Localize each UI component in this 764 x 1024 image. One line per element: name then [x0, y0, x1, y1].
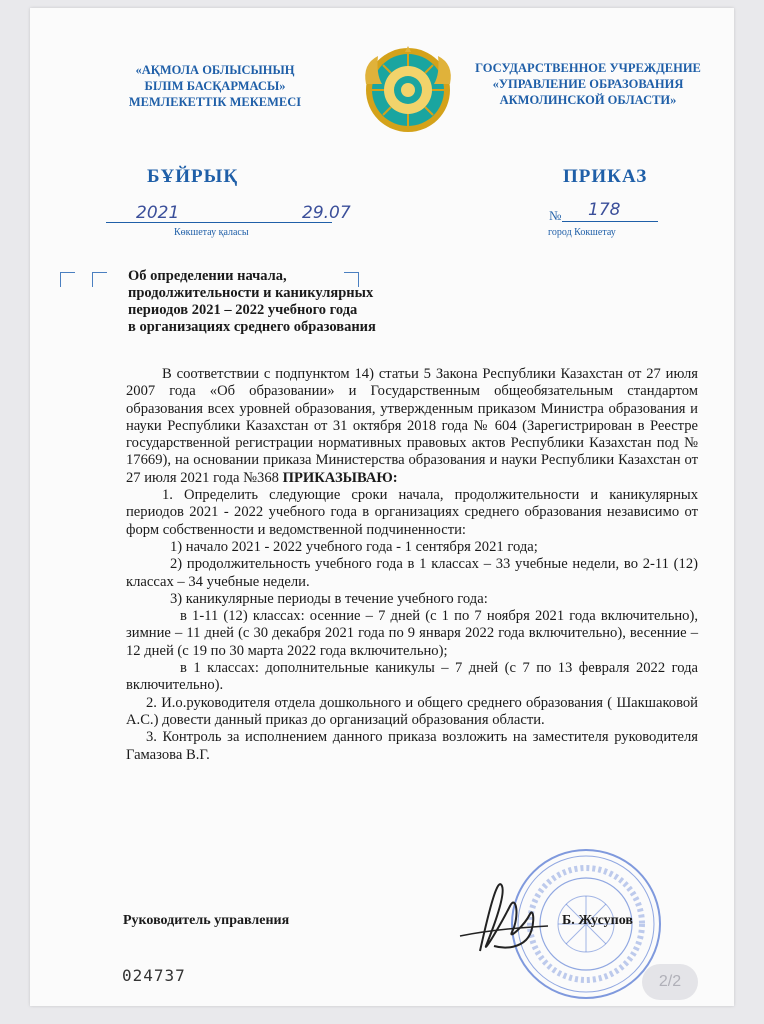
city-kz: Көкшетау қаласы — [174, 227, 249, 238]
document-title-ru: ПРИКАЗ — [563, 166, 648, 187]
header-right-line: ГОСУДАРСТВЕННОЕ УЧРЕЖДЕНИЕ — [475, 61, 701, 75]
order-year: 2021 — [136, 203, 180, 223]
paragraph-1-1: 1) начало 2021 - 2022 учебного года - 1 сентября 2021 года; — [170, 538, 538, 555]
kazakhstan-emblem-icon — [362, 44, 454, 136]
order-body — [126, 366, 698, 764]
header-left-line: БІЛІМ БАСҚАРМАСЫ» — [144, 79, 286, 93]
order-date: 29.07 — [302, 203, 351, 223]
date-underline — [106, 222, 332, 223]
handwritten-signature — [450, 866, 560, 966]
paragraph-1: 1. Определить следующие сроки начала, продолжительности и каникулярных периодов 2021 - 2022 учебного года в организациях среднего образования независимо от форм собственности и ведомственной подчиненности: — [126, 487, 698, 538]
header-right — [458, 60, 718, 108]
header-left-line: «АҚМОЛА ОБЛЫСЫНЫҢ — [135, 63, 295, 77]
registration-number: 024737 — [122, 966, 186, 985]
subject-line: продолжительности и каникулярных — [128, 285, 374, 301]
paragraph-1-3b: в 1 классах: дополнительные каникулы – 7 дней (с 7 по 13 февраля 2022 года включительно). — [126, 660, 698, 694]
header-right-line: «УПРАВЛЕНИЕ ОБРАЗОВАНИЯ — [492, 77, 684, 91]
corner-bracket — [92, 272, 107, 287]
paragraph-2: 2. И.о.руководителя отдела дошкольного и общего среднего образования ( Шакшаковой А.С.) довести данный приказ до организаций образования области. — [126, 694, 698, 728]
document-page — [30, 8, 734, 1006]
signatory-title: Руководитель управления — [123, 913, 290, 928]
subject-line: в организациях среднего образования — [128, 319, 376, 335]
paragraph-1-3: 3) каникулярные периоды в течение учебного года: — [170, 590, 488, 607]
subject-line: Об определении начала, — [128, 268, 287, 284]
paragraph-3: 3. Контроль за исполнением данного приказа возложить на заместителя руководителя Гамазова В.Г. — [126, 729, 698, 763]
order-number: 178 — [588, 200, 621, 220]
page-indicator: 2/2 — [642, 964, 698, 1000]
corner-bracket — [60, 272, 75, 287]
order-subject — [128, 268, 428, 336]
preamble-paragraph — [126, 366, 698, 487]
signatory-name: Б. Жусупов — [562, 913, 633, 928]
city-ru: город Кокшетау — [548, 227, 616, 238]
header-left — [100, 62, 330, 110]
order-word: ПРИКАЗЫВАЮ: — [282, 469, 398, 486]
paragraph-1-3a: в 1-11 (12) классах: осенние – 7 дней (с 1 по 7 ноября 2021 года включительно), зимние – 11 дней (с 30 декабря 2021 года по 9 января 2022 года включительно), весенние – 12 дней (с 19 по 30 марта 2022 года включительно); — [126, 608, 698, 659]
document-title-kz: БҰЙРЫҚ — [147, 166, 239, 187]
paragraph-1-2: 2) продолжительность учебного года в 1 классах – 33 учебные недели, во 2-11 (12) классах – 34 учебные недели. — [126, 556, 698, 590]
header-right-line: АКМОЛИНСКОЙ ОБЛАСТИ» — [499, 93, 677, 107]
number-underline — [562, 221, 658, 222]
number-sign: № — [549, 208, 562, 223]
subject-line: периодов 2021 – 2022 учебного года — [128, 302, 358, 318]
header-left-line: МЕМЛЕКЕТТІК МЕКЕМЕСІ — [128, 95, 302, 109]
preamble-text: В соответствии с подпунктом 14) статьи 5 Закона Республики Казахстан от 27 июля 2007 года «Об образовании» и Государственным общеобязательным стандартом образования всех уровней образования, утвержденным приказом Министра образования и науки Республики Казахстан от 31 октября 2018 года № 604 (Зарегистрирован в Реестре государственной регистрации нормативных правовых актов Республики Казахстан под № 17669), на основании приказа Министерства образования и науки Республики Казахстан от 27 июля 2021 года №368 — [126, 366, 698, 486]
